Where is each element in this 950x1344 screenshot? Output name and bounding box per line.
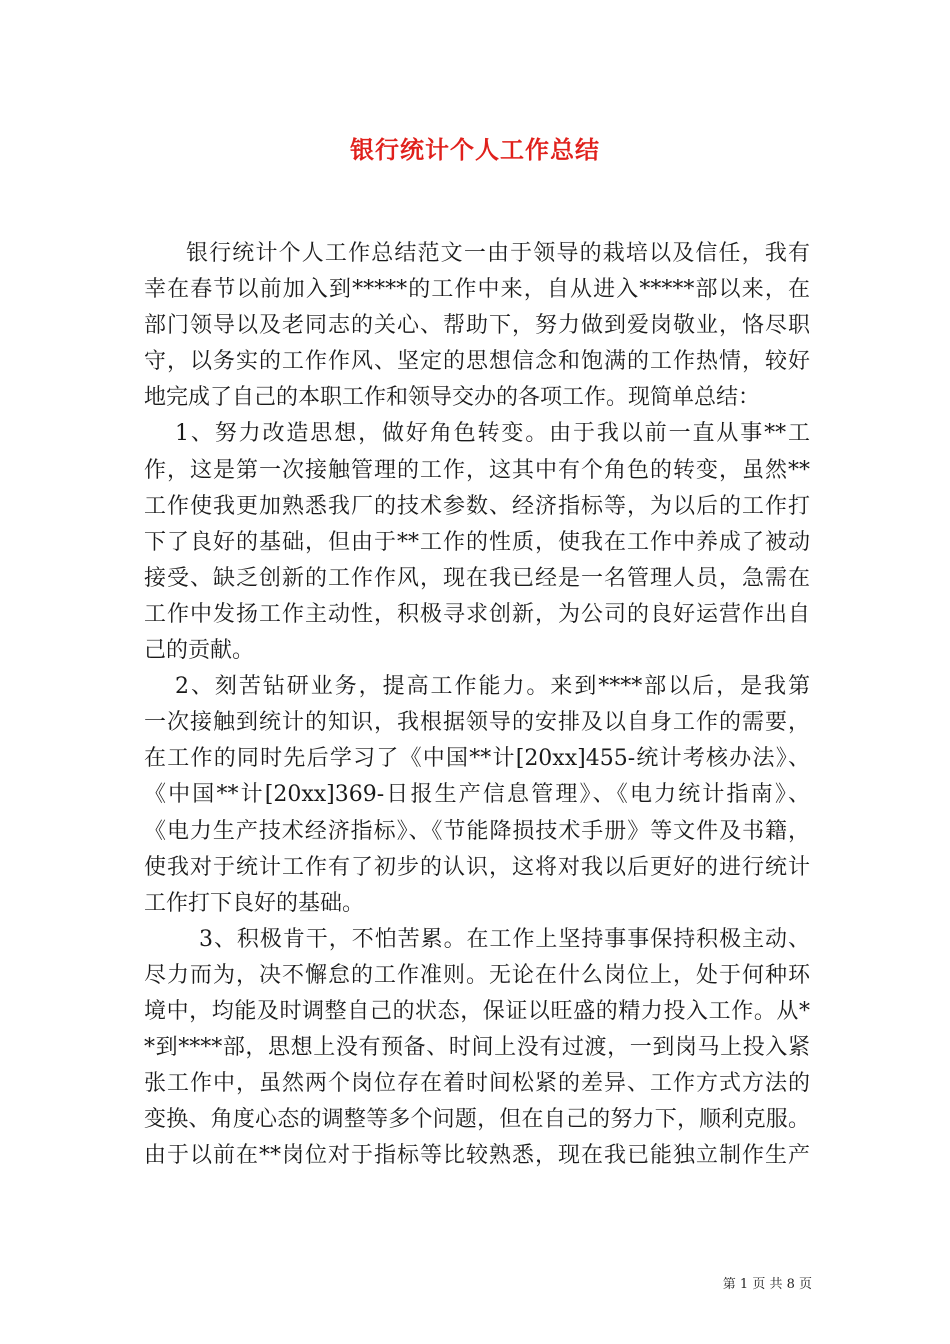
paragraph-line: 变换、角度心态的调整等多个问题，但在自己的努力下，顺利克服。 (144, 1107, 810, 1133)
paragraph-line: 工作使我更加熟悉我厂的技术参数、经济指标等，为以后的工作打 (144, 493, 810, 519)
paragraph-line: 尽力而为，决不懈怠的工作准则。无论在什么岗位上，处于何种环 (144, 962, 810, 988)
paragraph-line: 下了良好的基础，但由于**工作的性质，使我在工作中养成了被动 (144, 529, 810, 555)
document-body (144, 236, 810, 1174)
paragraph-line: 使我对于统计工作有了初步的认识，这将对我以后更好的进行统计 (144, 854, 810, 880)
paragraph-line: 2、刻苦钻研业务，提高工作能力。来到****部以后，是我第 (175, 674, 810, 700)
paragraph-line: 工作中发扬工作主动性，积极寻求创新，为公司的良好运营作出自 (144, 601, 810, 627)
paragraph-line: 一次接触到统计的知识，我根据领导的安排及以自身工作的需要， (144, 710, 810, 736)
paragraph-line: 守，以务实的工作作风、坚定的思想信念和饱满的工作热情，较好 (144, 349, 810, 375)
paragraph-line: 工作打下良好的基础。 (144, 890, 365, 916)
paragraph-line: 《电力生产技术经济指标》、《节能降损技术手册》等文件及书籍， (144, 818, 810, 844)
paragraph-line: 3、积极肯干，不怕苦累。在工作上坚持事事保持积极主动、 (199, 926, 810, 952)
paragraph-line: 在工作的同时先后学习了《中国**计[20xx]455-统计考核办法》、 (144, 746, 810, 772)
paragraph-line: 作，这是第一次接触管理的工作，这其中有个角色的转变，虽然** (144, 457, 810, 483)
document-title: 银行统计个人工作总结 (350, 135, 600, 164)
paragraph-line: 1、努力改造思想，做好角色转变。由于我以前一直从事**工 (175, 421, 810, 447)
paragraph-line: 境中，均能及时调整自己的状态，保证以旺盛的精力投入工作。从* (144, 998, 810, 1024)
paragraph-line: 幸在春节以前加入到*****的工作中来，自从进入*****部以来，在 (144, 277, 810, 303)
paragraph-line: 张工作中，虽然两个岗位存在着时间松紧的差异、工作方式方法的 (144, 1071, 810, 1097)
paragraph-line: 《中国**计[20xx]369-日报生产信息管理》、《电力统计指南》、 (144, 782, 810, 808)
page-number-footer: 第 1 页 共 8 页 (722, 1277, 812, 1292)
paragraph-line: 银行统计个人工作总结范文一由于领导的栽培以及信任，我有 (186, 241, 810, 266)
paragraph-line: 地完成了自己的本职工作和领导交办的各项工作。现简单总结： (144, 385, 761, 411)
paragraph-line: *到****部，思想上没有预备、时间上没有过渡，一到岗马上投入紧 (144, 1035, 810, 1061)
paragraph-line: 接受、缺乏创新的工作作风，现在我已经是一名管理人员，急需在 (144, 565, 810, 591)
paragraph-line: 由于以前在**岗位对于指标等比较熟悉，现在我已能独立制作生产 (144, 1143, 810, 1169)
paragraph-line: 部门领导以及老同志的关心、帮助下，努力做到爱岗敬业，恪尽职 (144, 313, 810, 339)
paragraph-line: 己的贡献。 (144, 638, 255, 664)
